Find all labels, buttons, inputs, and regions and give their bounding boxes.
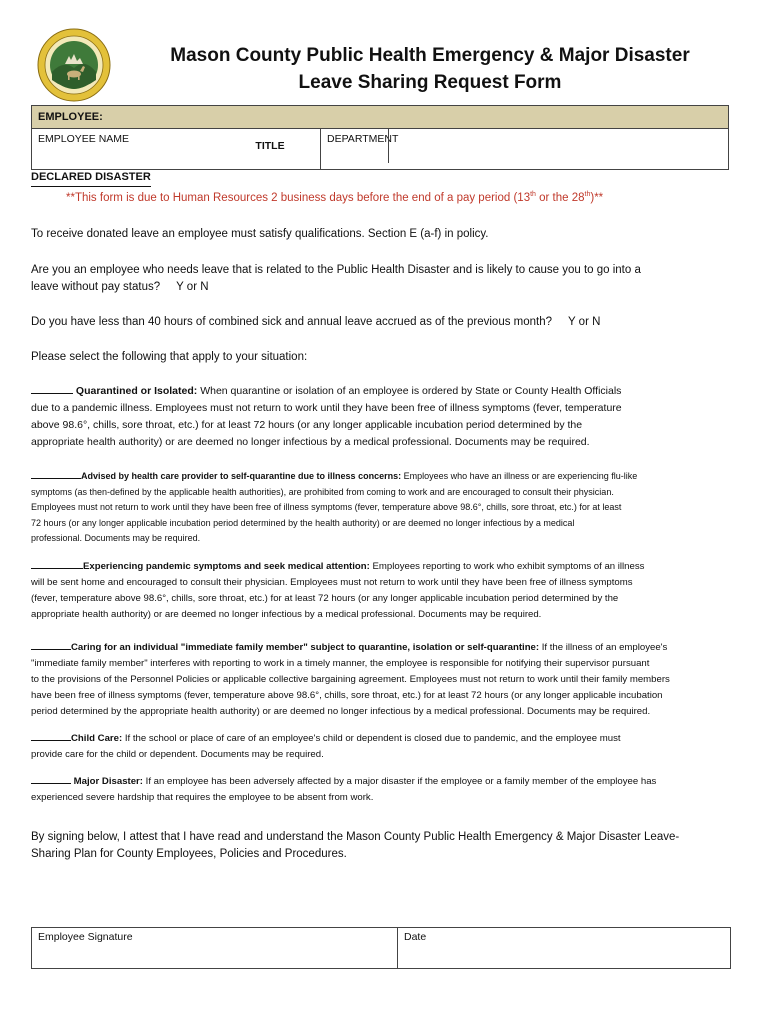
attestation-text: By signing below, I attest that I have read and understand the Mason County Public Health Emergency & Major Disaster Leave- Sharing Plan for County Employees, Policies and Procedures. — [31, 831, 680, 860]
declared-disaster-label: DECLARED DISASTER — [31, 171, 151, 183]
employee-fields-row — [32, 129, 728, 169]
yes-no-choice[interactable]: Y or N — [568, 316, 601, 328]
due-date-notice: **This form is due to Human Resources 2 business days before the end of a pay period (13th or the 28th)** — [66, 191, 604, 204]
question-leave-without-pay: Are you an employee who needs leave that is related to the Public Health Disaster and is likely to cause you to go into a leave without pay status? Y or N — [31, 262, 731, 296]
title-field[interactable]: TITLE — [152, 129, 389, 163]
major-disaster-checkbox-line[interactable] — [31, 773, 71, 784]
childcare-checkbox-line[interactable] — [31, 730, 71, 741]
advised-checkbox-line[interactable] — [31, 468, 81, 479]
quarantined-checkbox-line[interactable] — [31, 383, 73, 394]
option-quarantined: Quarantined or Isolated: When quarantine or isolation of an employee is ordered by State or County Health Officials due to a pandemic illness. Employees must not return to work until they have been free of illness symptoms (fever, temperature above 98.6°, chills, sore throat, etc.) for at least 72 hours (or any longer applicable incubation period determined by the appropriate health authority) or are deemed no longer infectious by a medical professional. Documents may be required. — [31, 385, 622, 448]
yes-no-choice[interactable]: Y or N — [176, 281, 209, 293]
option-caring-family-member: Caring for an individual "immediate family member" subject to quarantine, isolation or self-quarantine: If the illness of an employee's "immediate family member" interferes with reporting to work in a timely manner, the employee is responsible for notifying their supervisor pursuant to the provisions of the Personnel Policies or applicable collective bargaining agreement. Employees must not return to work until their family members have been free of illness symptoms (fever, temperature above 98.6°, chills, sore throat, etc.) for at least 72 hours (or any longer applicable incubation period determined by the appropriate health authority) or are deemed no longer infectious by a medical professional. Documents may be required. — [31, 639, 731, 720]
employee-name-field[interactable]: EMPLOYEE NAME — [32, 129, 321, 169]
employee-section-header: EMPLOYEE: — [32, 106, 728, 129]
department-field[interactable]: DEPARTMENT — [327, 133, 399, 145]
county-seal-icon — [37, 28, 111, 102]
option-advised-self-quarantine: Advised by health care provider to self-quarantine due to illness concerns: Employees who have an illness or are experiencing flu-like symptoms (as then-defined by the applicable health authorities), are prohibited from coming to work and are encouraged to consult their physician. Employees must not return to work until they have been free of illness symptoms (fever, temperature above 98.6°, chills, sore throat, etc.) for at least 72 hours (or any longer applicable incubation period determined by the health authority) or are deemed no longer infectious by a medical professional. Documents may be required. — [31, 468, 731, 547]
option-child-care: Child Care: If the school or place of care of an employee's child or dependent is closed due to pandemic, and the employee must provide care for the child or dependent. Documents may be required. — [31, 730, 731, 763]
form-title-line2: Leave Sharing Request Form — [298, 72, 562, 93]
caring-checkbox-line[interactable] — [31, 639, 71, 650]
date-field[interactable]: Date — [404, 931, 427, 943]
option-pandemic-symptoms: Experiencing pandemic symptoms and seek medical attention: Employees reporting to work who exhibit symptoms of an illness will be sent home and encouraged to consult their physician. Employees must not return to work until they have been free of illness symptoms (fever, temperature above 98.6°, chills, sore throat, etc.) for at least 72 hours (or any longer applicable incubation period determined by the appropriate health authority) or are deemed no longer infectious by a medical professional. Documents may be required. — [31, 558, 731, 623]
symptoms-checkbox-line[interactable] — [31, 558, 83, 569]
form-title-line1: Mason County Public Health Emergency & Major Disaster — [170, 45, 690, 66]
employee-signature-field[interactable]: Employee Signature — [32, 928, 398, 968]
signature-table — [31, 927, 731, 969]
select-prompt: Please select the following that apply to your situation: — [31, 351, 308, 363]
option-major-disaster: Major Disaster: If an employee has been adversely affected by a major disaster if the employee or a family member of the employee has experienced severe hardship that requires the employee to be absent from work. — [31, 773, 731, 806]
declared-disaster-field[interactable] — [31, 186, 151, 187]
qualifications-text: To receive donated leave an employee must satisfy qualifications. Section E (a-f) in policy. — [31, 228, 489, 240]
question-accrued-leave: Do you have less than 40 hours of combined sick and annual leave accrued as of the previous month? Y or N — [31, 314, 731, 331]
employee-info-table — [31, 105, 729, 170]
